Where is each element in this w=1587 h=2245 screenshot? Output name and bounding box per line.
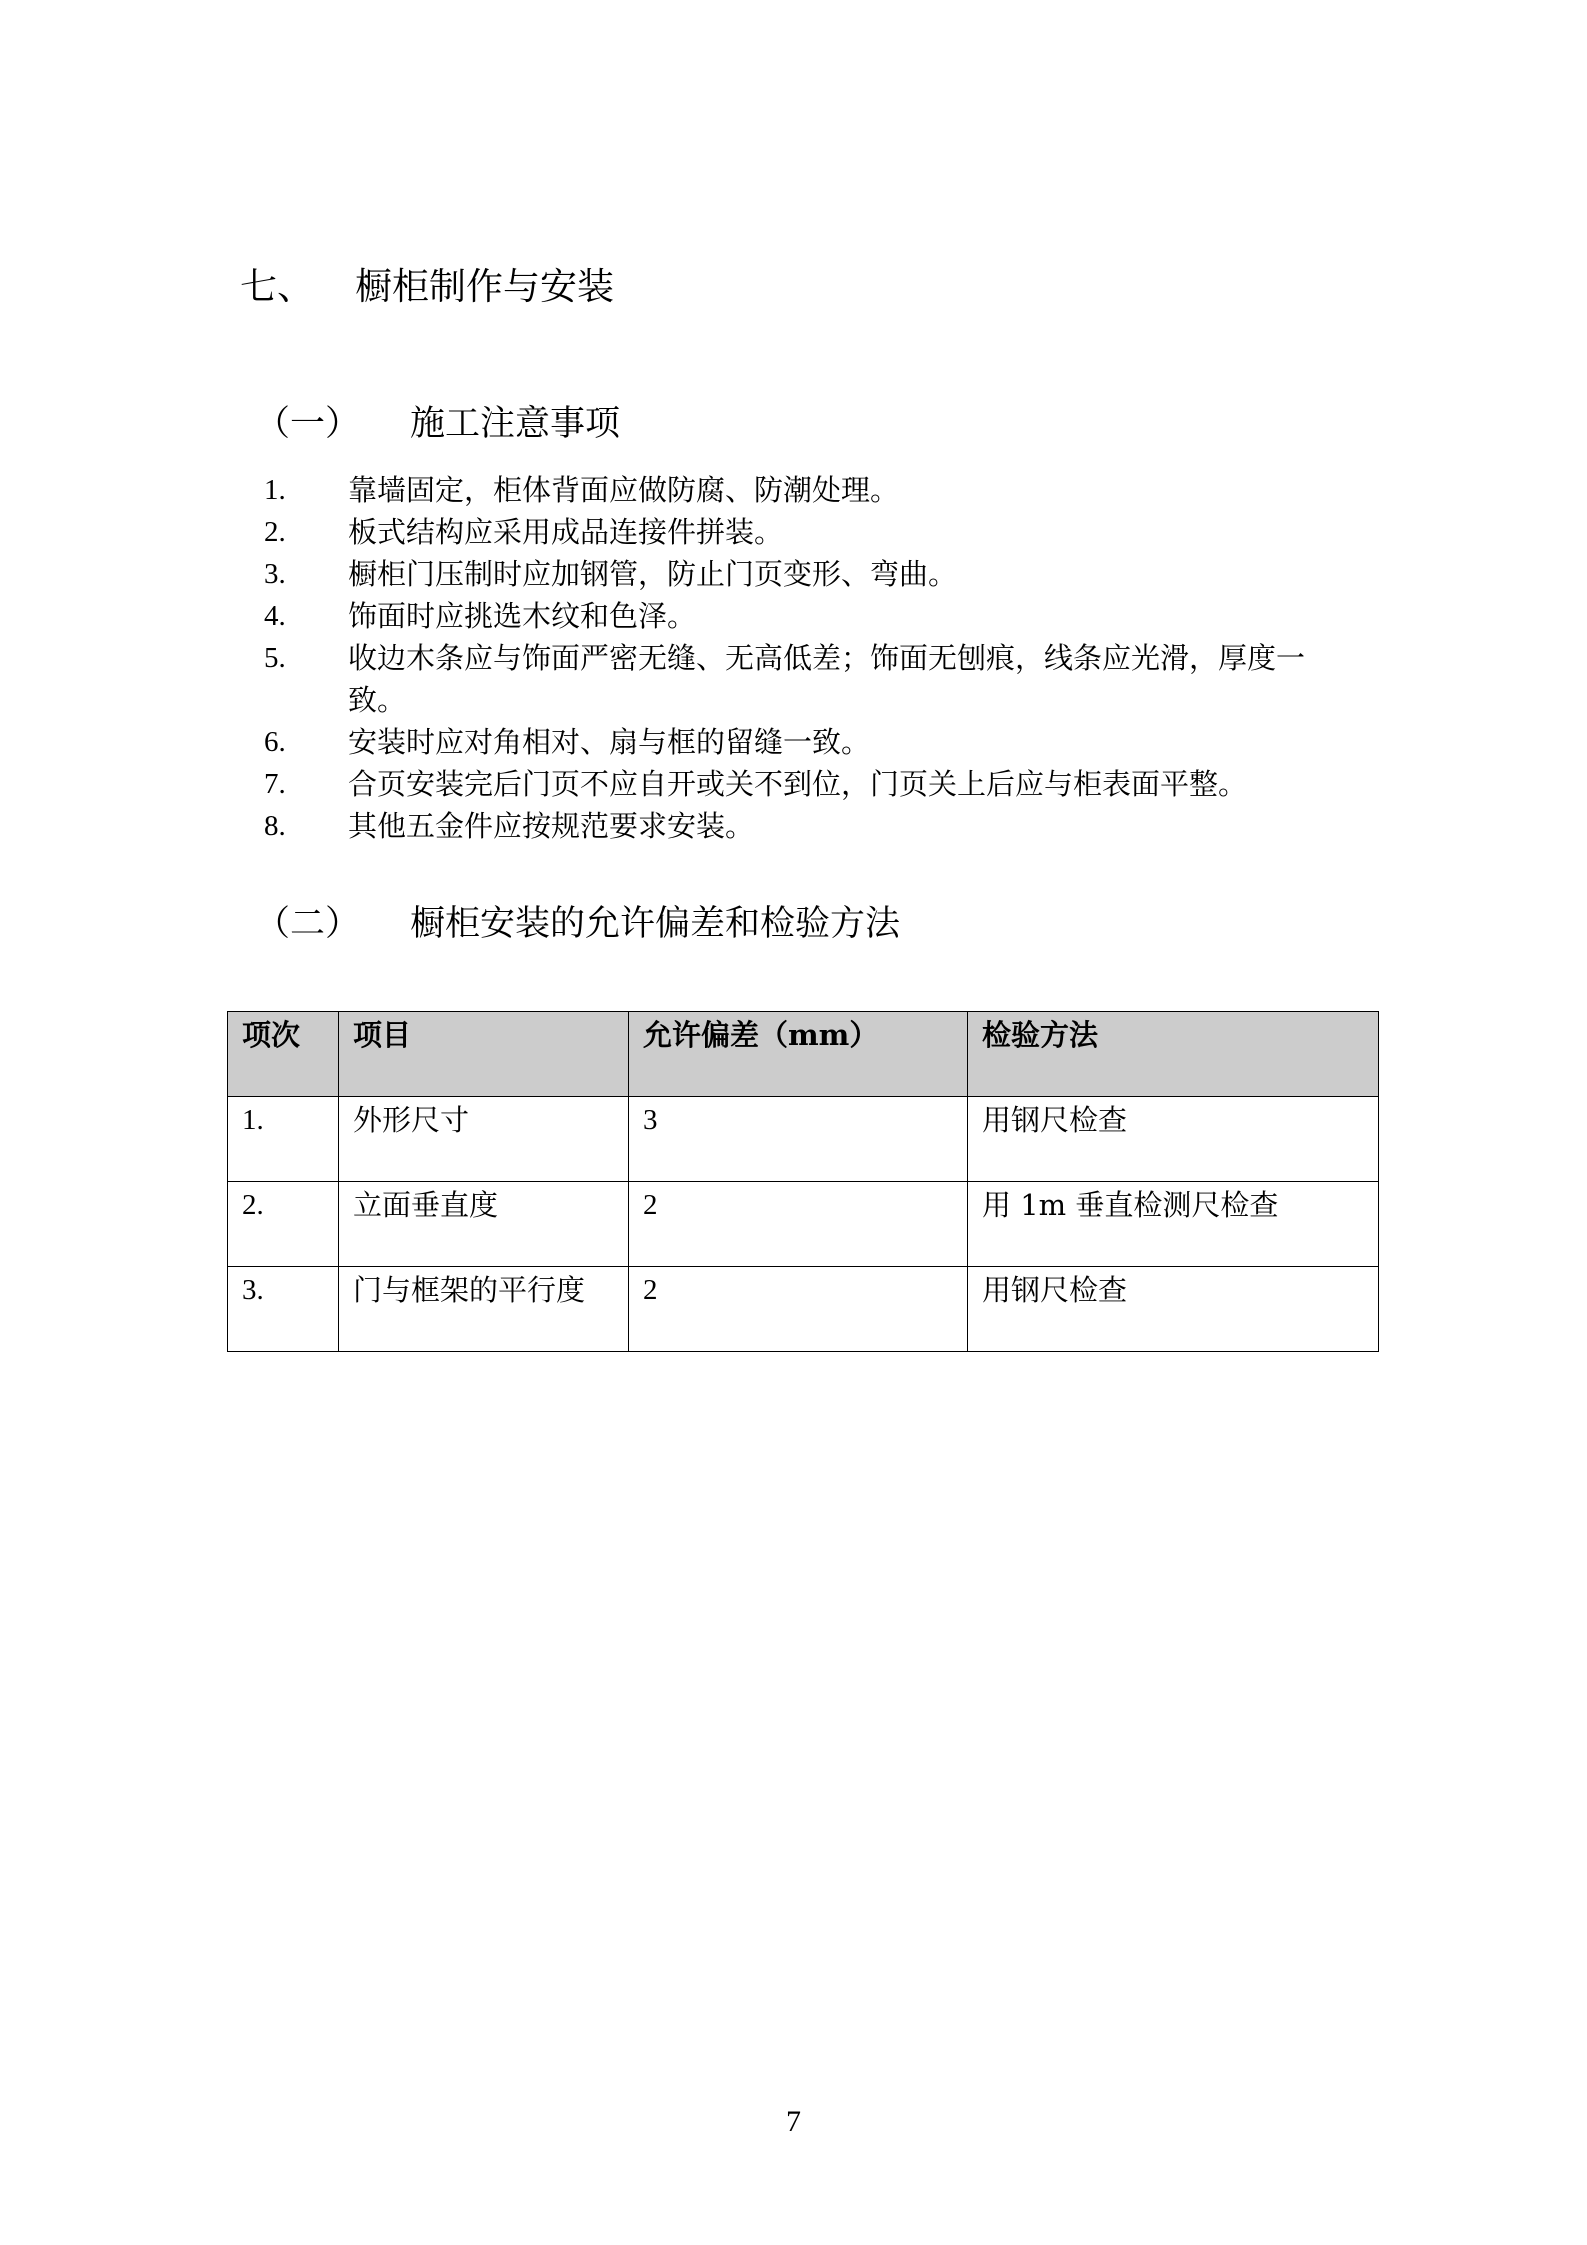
section-number: 七、	[240, 265, 314, 308]
cell-item: 立面垂直度	[339, 1182, 629, 1267]
cell-item-no: 2.	[228, 1182, 339, 1267]
section-title: 橱柜制作与安装	[355, 265, 614, 308]
item-text: 板式结构应采用成品连接件拼装。	[348, 515, 784, 549]
item-text: 安装时应对角相对、扇与框的留缝一致。	[348, 725, 871, 759]
cell-item-no: 1.	[228, 1097, 339, 1182]
cell-tolerance: 3	[629, 1097, 968, 1182]
subsection-title: 橱柜安装的允许偏差和检验方法	[410, 904, 901, 944]
item-text: 靠墙固定，柜体背面应做防腐、防潮处理。	[348, 473, 900, 507]
cell-item-no: 3.	[228, 1267, 339, 1352]
tolerance-table	[227, 1011, 1379, 1352]
header-method: 检验方法	[968, 1012, 1379, 1097]
cell-tolerance: 2	[629, 1267, 968, 1352]
item-number: 8.	[264, 810, 286, 842]
table-header-row	[228, 1012, 1379, 1097]
subsection-heading-construction-notes	[255, 400, 620, 448]
table-row	[228, 1267, 1379, 1352]
cell-method: 用钢尺检查	[968, 1097, 1379, 1182]
list-item	[264, 511, 1364, 553]
item-number: 3.	[264, 558, 286, 590]
item-number: 6.	[264, 726, 286, 758]
cell-item: 门与框架的平行度	[339, 1267, 629, 1352]
section-heading	[240, 262, 614, 312]
subsection-title: 施工注意事项	[410, 404, 621, 444]
cell-item: 外形尺寸	[339, 1097, 629, 1182]
cell-tolerance: 2	[629, 1182, 968, 1267]
cell-method: 用 1m 垂直检测尺检查	[968, 1182, 1379, 1267]
item-number: 4.	[264, 600, 286, 632]
list-item	[264, 595, 1364, 637]
item-text: 饰面时应挑选木纹和色泽。	[348, 599, 697, 633]
table-row	[228, 1182, 1379, 1267]
list-item	[264, 553, 1364, 595]
item-number: 5.	[264, 642, 286, 674]
subsection-heading-tolerance	[255, 900, 900, 948]
header-tolerance: 允许偏差（mm）	[629, 1012, 968, 1097]
list-item	[264, 805, 1364, 847]
table-row	[228, 1097, 1379, 1182]
list-item	[264, 763, 1364, 805]
item-text: 合页安装完后门页不应自开或关不到位，门页关上后应与柜表面平整。	[348, 767, 1248, 801]
page-number: 7	[786, 2105, 801, 2138]
item-text: 其他五金件应按规范要求安装。	[348, 809, 755, 843]
item-number: 2.	[264, 516, 286, 548]
item-text: 收边木条应与饰面严密无缝、无高低差；饰面无刨痕，线条应光滑，厚度一致。	[348, 641, 1306, 717]
list-item	[264, 721, 1364, 763]
header-item-no: 项次	[228, 1012, 339, 1097]
header-item: 项目	[339, 1012, 629, 1097]
construction-notes-list	[264, 469, 1364, 847]
cell-method: 用钢尺检查	[968, 1267, 1379, 1352]
list-item	[264, 637, 1364, 721]
item-text: 橱柜门压制时应加钢管，防止门页变形、弯曲。	[348, 557, 958, 591]
item-number: 1.	[264, 474, 286, 506]
item-number: 7.	[264, 768, 286, 800]
list-item	[264, 469, 1364, 511]
subsection-number: （二）	[255, 904, 361, 944]
subsection-number: （一）	[255, 404, 361, 444]
